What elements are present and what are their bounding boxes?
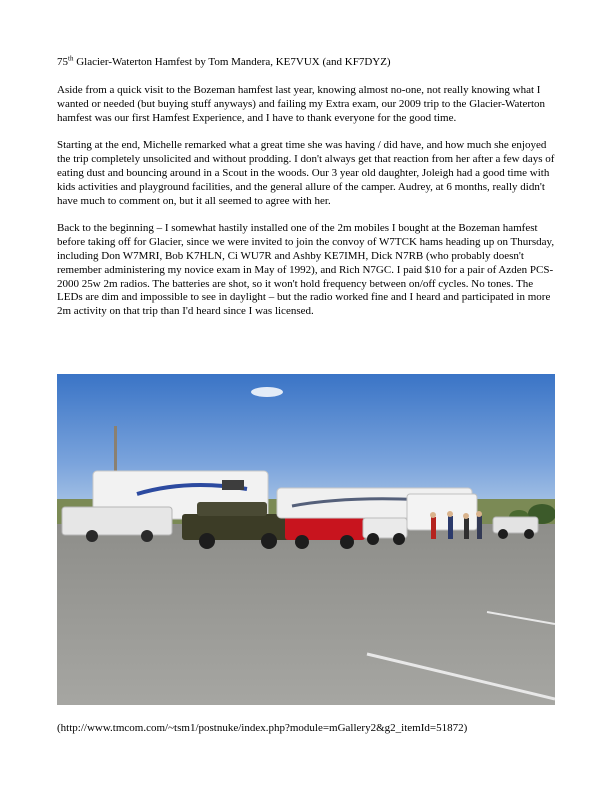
document-page (57, 56, 555, 333)
light-pole (114, 426, 117, 476)
cloud (251, 387, 283, 397)
title-ordinal-suffix: th (68, 54, 74, 63)
paragraph-family: Starting at the end, Michelle remarked what a great time she was having / did have, and how much she enjoyed the trip completely unsolicited and without prodding. I don't always get that reaction from her after a few days of eating dust and bouncing around in a Scout in the woods. Our 3 year old daughter, Joleigh had a good time with kids activities and playground facilities, and the general allure of the camper. Audrey, at 6 months, really didn't have much to comment on, but it all seemed to agree with her. (57, 139, 555, 207)
green-suv (182, 514, 292, 540)
parking-lot-photo (57, 374, 555, 705)
popup-camper (62, 507, 172, 535)
red-pickup-truck (285, 516, 365, 540)
title-number: 75 (57, 56, 68, 68)
paragraph-intro: Aside from a quick visit to the Bozeman hamfest last year, knowing almost no-one, not really knowing what I wanted or needed (but buying stuff anyways) and failing my Extra exam, our 2009 trip to the Glacier-Waterton hamfest was our first Hamfest Experience, and I have to thank everyone for the good time. (57, 84, 546, 124)
pavement (57, 524, 555, 705)
photo-caption-url: (http://www.tmcom.com/~tsm1/postnuke/index.php?module=mGallery2&g2_itemId=51872) (57, 722, 468, 734)
title-text: Glacier-Waterton Hamfest by Tom Mandera, KE7VUX (and KF7DYZ) (73, 56, 391, 68)
article-title (57, 56, 555, 69)
paragraph-radio: Back to the beginning – I somewhat hastily installed one of the 2m mobiles I bought at the Bozeman hamfest before taking off for Glacier, since we were invited to join the convoy of W7TCK hams heading up on Thursday, including Don W7MRI, Bob K7HLN, Ci WU7R and Ashby KE7IMH, Dick N7RB (who probably doesn't remember administering my novice exam in May of 1992), and Rich N7GC. I paid $10 for a pair of Azden PCS-2000 25w 2m radios. The batteries are shot, so it won't hold frequency between on/off cycles. No tones. The LEDs are dim and impossible to see in daylight – but the radio worked fine and I heard and participated in more 2m activity on that trip than I'd heard since I was licensed. (57, 222, 555, 318)
